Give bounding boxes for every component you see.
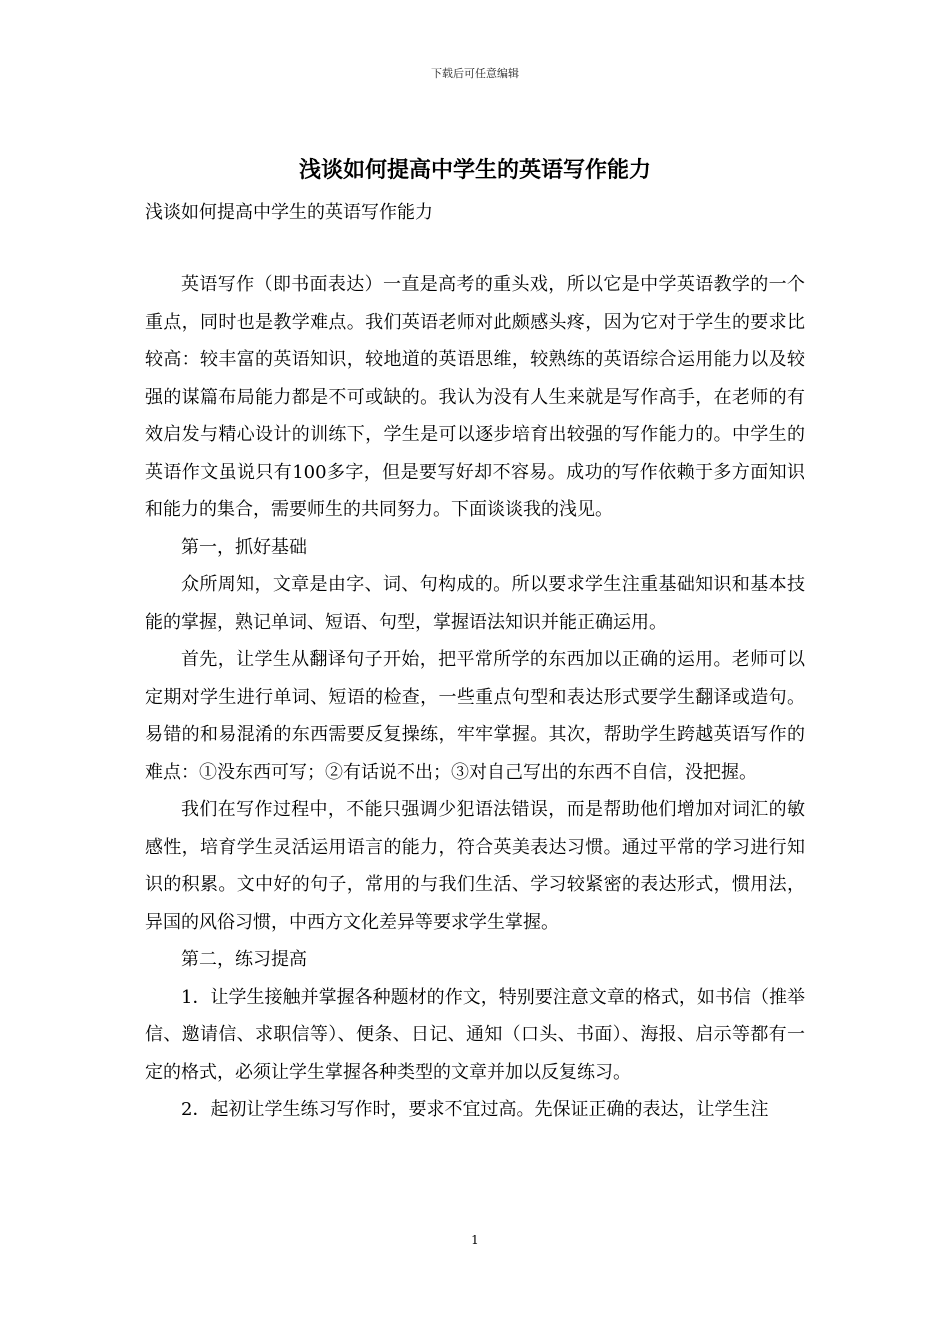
paragraph-foundation: 众所周知，文章是由字、词、句构成的。所以要求学生注重基础知识和基本技能的掌握，熟记单词、短语、句型，掌握语法知识并能正确运用。 bbox=[145, 574, 805, 633]
document-subtitle: 浅谈如何提高中学生的英语写作能力 bbox=[145, 202, 433, 223]
section-heading-practice: 第二，练习提高 bbox=[181, 949, 307, 970]
paragraph-translation-practice: 首先，让学生从翻译句子开始，把平常所学的东西加以正确的运用。老师可以定期对学生进行单词、短语的检查，一些重点句型和表达形式要学生翻译或造句。易错的和易混淆的东西需要反复操练，牢牢掌握。其次，帮助学生跨越英语写作的难点：①没东西可写；②有话说不出；③对自己写出的东西不自信，没把握。 bbox=[145, 649, 805, 783]
page-header: 下载后可任意编辑 bbox=[431, 67, 519, 80]
paragraph-writing-process: 我们在写作过程中，不能只强调少犯语法错误，而是帮助他们增加对词汇的敏感性，培育学生灵活运用语言的能力，符合英美表达习惯。通过平常的学习进行知识的积累。文中好的句子，常用的与我们生活、学习较紧密的表达形式，惯用法，异国的风俗习惯，中西方文化差异等要求学生掌握。 bbox=[145, 799, 805, 933]
paragraph-item-2: 2．起初让学生练习写作时，要求不宜过高。先保证正确的表达，让学生注 bbox=[181, 1099, 769, 1120]
section-heading-foundation: 第一，抓好基础 bbox=[181, 536, 307, 558]
document-body bbox=[145, 266, 805, 1129]
page-number: 1 bbox=[471, 1233, 479, 1247]
paragraph-item-1: 1．让学生接触并掌握各种题材的作文，特别要注意文章的格式，如书信（推举信、邀请信、求职信等）、便条、日记、通知（口头、书面）、海报、启示等都有一定的格式，必须让学生掌握各种类型的文章并加以反复练习。 bbox=[145, 986, 805, 1083]
document-title: 浅谈如何提高中学生的英语写作能力 bbox=[298, 157, 651, 183]
paragraph-introduction: 英语写作（即书面表达）一直是高考的重头戏，所以它是中学英语教学的一个重点，同时也是教学难点。我们英语老师对此颇感头疼，因为它对于学生的要求比较高：较丰富的英语知识，较地道的英语思维，较熟练的英语综合运用能力以及较强的谋篇布局能力都是不可或缺的。我认为没有人生来就是写作高手，在老师的有效启发与精心设计的训练下，学生是可以逐步培育出较强的写作能力的。中学生的英语作文虽说只有100多字，但是要写好却不容易。成功的写作依赖于多方面知识和能力的集合，需要师生的共同努力。下面谈谈我的浅见。 bbox=[145, 274, 805, 520]
